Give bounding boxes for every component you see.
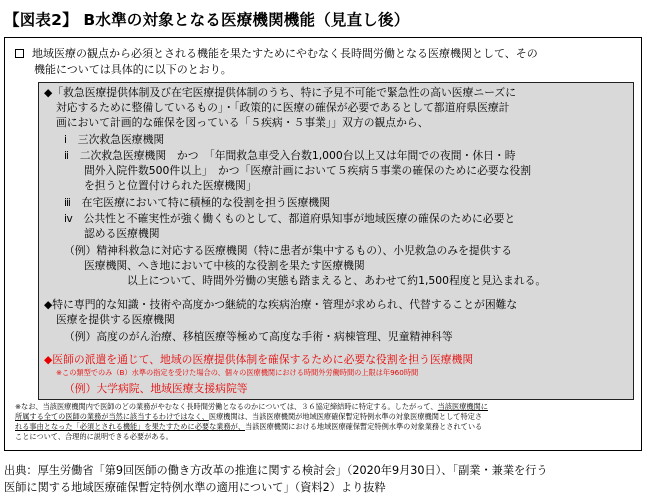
square-bullet-icon	[15, 49, 24, 58]
footnote-line-2a: 所属する全ての医師の業務が当然に該当するわけではなく、	[15, 412, 209, 421]
intro-text	[15, 46, 538, 78]
item-ii-line-1: ⅱ 二次救急医療機関 かつ 「年間救急車受入台数1,000台以上又は年間での夜間・休日・時	[64, 149, 516, 162]
footnote-line-1b: 当該医療機関に	[437, 402, 488, 411]
intro-line-2: 機能については具体的に以下のとおり。	[34, 63, 232, 76]
example-3: （例）大学病院、地域医療支援病院等	[64, 382, 248, 395]
example-1-line-1: （例）精神科救急に対応する医療機関（特に患者が集中するもの）、小児救急のみを提供する	[64, 244, 513, 257]
criterion-2-line-2: 医療を提供する医療機関	[56, 313, 175, 326]
criterion-1-line-3: 画において計画的な確保を図っている「５疾病・５事業」」双方の観点から、	[56, 116, 429, 129]
source-citation	[4, 462, 548, 496]
figure-frame	[4, 37, 642, 451]
criterion-3-note: ※この類型でのみ（B）水準の指定を受けた場合の、個々の医療機関における時間外労働時間の上限は年960時間	[56, 368, 419, 377]
footnote-line-3a: れる事由となった「必須とされる機能」を果たすために必要な業務が、	[15, 422, 246, 431]
figure-title: 【図表2】 B水準の対象となる医療機関機能（見直し後）	[4, 11, 410, 29]
intro-line-1: 地域医療の観点から必須とされる機能を果たすためにやむなく長時間労働となる医療機関として、その	[32, 47, 538, 60]
footnote-line-2b: 医療機関は、当該医療機関が地域医療確保暫定特例水準の対象医療機関として特定さ	[208, 412, 483, 421]
criterion-3: ◆医師の派遣を通じて、地域の医療提供体制を確保するために必要な役割を担う医療機関	[44, 353, 474, 366]
item-ii-line-3: を担うと位置付けられた医療機関」	[84, 179, 257, 192]
criterion-1-line-2: 対応するために整備しているもの」・「政策的に医療の確保が必要であるとして都道府県医療計	[56, 101, 510, 114]
criterion-1-line-1: ◆「救急医療提供体制及び在宅医療提供体制のうち、特に予見不可能で緊急性の高い医療ニーズに	[44, 86, 517, 99]
item-ii-line-2: 間外入院件数500件以上」 かつ「医療計画において５疾病５事業の確保のために必要な役割	[84, 164, 532, 177]
source-line-1: 出典：厚生労働省「第9回医師の働き方改革の推進に関する検討会」（2020年9月30日）、「副業・兼業を行う	[4, 464, 548, 477]
estimate-text: 以上について、時間外労働の実態も踏まえると、あわせて約1,500程度と見込まれる。	[127, 274, 547, 287]
item-iii: ⅲ 在宅医療において特に積極的な役割を担う医療機関	[64, 196, 331, 209]
example-2: （例）高度のがん治療、移植医療等極めて高度な手術・病棟管理、児童精神科等	[64, 330, 453, 343]
criterion-2-line-1: ◆特に専門的な知識・技術や高度かつ継続的な疾病治療・管理が求められ、代替することが困難な	[44, 298, 518, 311]
item-iv-line-2: 認める医療機関	[84, 227, 160, 240]
example-1-line-2: 医療機関、へき地において中核的な役割を果たす医療機関	[84, 259, 365, 272]
footnote-line-3b: 当該医療機関における地域医療確保暫定特例水準の対象業務とされている	[245, 422, 483, 431]
item-i: ⅰ 三次救急医療機関	[64, 133, 165, 146]
item-iv-line-1: ⅳ 公共性と不確実性が強く働くものとして、都道府県知事が地域医療の確保のために必要と	[64, 212, 516, 225]
criteria-box	[38, 82, 634, 400]
footnote-line-1a: ※なお、当該医療機関内で医師のどの業務がやむなく長時間労働となるのかについては、３６協定締結時に特定する。したがって、	[15, 402, 438, 411]
footnote	[15, 402, 635, 442]
footnote-line-4: ことについて、合理的に説明できる必要がある。	[15, 432, 173, 441]
source-line-2: 医師に関する地域医療確保暫定特例水準の適用について」（資料2）より抜粋	[4, 481, 386, 494]
